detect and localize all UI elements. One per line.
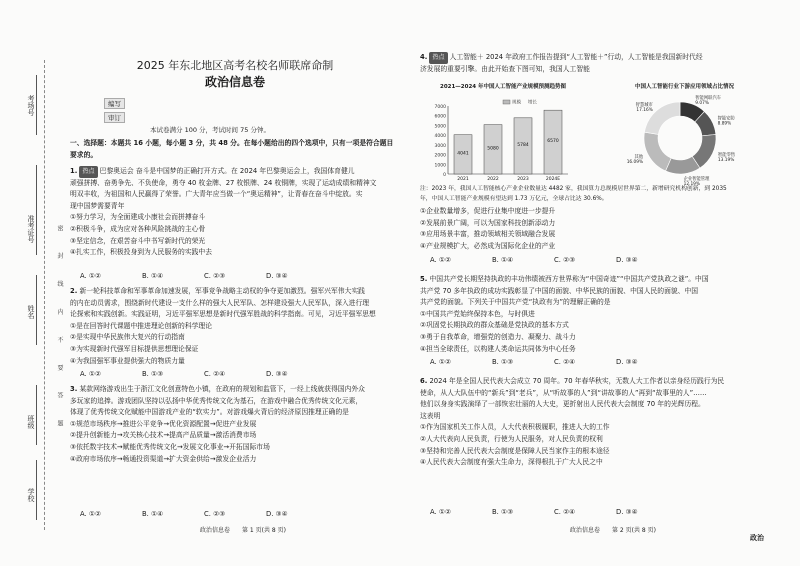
item-4: ④扎实工作，积极投身到为人民服务的实践中去 xyxy=(70,248,213,257)
option-b[interactable]: B. ①③ xyxy=(492,358,514,366)
stem-line: 明双丰收，为祖国和人民赢得了荣誉。广大青年应当做一个“奥运精神”，让青春在奋斗中绽放。实 xyxy=(70,190,363,199)
stem-line: 这表明 xyxy=(420,411,441,420)
edit-tag: 编写 xyxy=(104,98,125,109)
hot-tag: 热点 xyxy=(79,166,97,178)
item-2: ②提升创新能力→攻关核心技术→提高产品质量→激活消费市场 xyxy=(70,431,257,440)
pie-chart-title: 中国人工智能行业下游应用领域占比情况 xyxy=(635,84,735,90)
item-4: ④政府市场依序→畅通投资渠道→扩大资金供给→激发企业活力 xyxy=(70,454,257,463)
stem-line: 顽强拼搏、奋勇争先、不负使命，勇夺 40 枚金牌、27 枚银牌、24 枚铜牌，实现了运动成绩和精神文 xyxy=(70,178,377,187)
option-a[interactable]: A. ①② xyxy=(430,508,452,516)
stem-line: 2024 年是全国人民代表大会成立 70 周年。70 年春华秋实，无数人大工作者以亲身经历践行为民 xyxy=(429,377,725,385)
question-3 xyxy=(70,384,400,465)
q3-options xyxy=(80,510,328,518)
y-tick-label: 2000 xyxy=(434,153,446,159)
q2-options xyxy=(80,370,328,378)
item-3: ③勇于自我革命，增强党的创造力、凝聚力、战斗力 xyxy=(420,332,576,341)
option-a[interactable]: A. ①② xyxy=(430,358,452,366)
q6-options xyxy=(430,508,678,516)
slice-label: 智能安防 xyxy=(717,116,735,122)
subject-corner: 政治 xyxy=(750,534,764,542)
item-3: ③坚持和完善人民代表大会制度是保障人民当家作主的根本途径 xyxy=(420,446,610,455)
bar-chart xyxy=(420,90,580,182)
option-c[interactable]: C. ②④ xyxy=(554,508,576,516)
page-footer-right: 政治信息卷 第 2 页(共 8 页) xyxy=(570,527,656,534)
slice-value: 16.09% xyxy=(626,160,644,166)
option-d[interactable]: D. ③④ xyxy=(616,256,638,264)
slice-label: 其他 xyxy=(634,155,644,161)
exam-title: 2025 年东北地区高考名校名师联席命制 xyxy=(136,59,334,72)
seal-text: 密 封 线 内 不 要 答 题 xyxy=(56,225,63,437)
option-d[interactable]: D. ③④ xyxy=(266,510,288,518)
item-3: ③为实现新时代强军目标提供思想理论保证 xyxy=(70,344,199,353)
data-label: 4041 xyxy=(457,151,469,157)
y-tick-label: 3000 xyxy=(434,143,446,149)
item-1: ①努力学习，为全面建成小康社会而拼搏奋斗 xyxy=(70,213,206,222)
q4-note xyxy=(420,184,792,204)
slice-value: 8.89% xyxy=(717,121,732,127)
option-c[interactable]: C. ②④ xyxy=(554,358,576,366)
option-d[interactable]: D. ③④ xyxy=(616,358,638,366)
option-c[interactable]: C. ②③ xyxy=(204,510,226,518)
y-tick-label: 5000 xyxy=(434,124,446,130)
stem-line: 共产党 70 多年执政的成功实践彰显了中国的面貌、中华民族的面貌、中国人民的面貌、中国 xyxy=(420,286,699,295)
item-1: ①是在回答时代课题中推进理论创新的科学理论 xyxy=(70,321,213,330)
stem-line: 新一轮科技革命和军事革命加速发展，军事竞争战略主动权的争夺更加激烈。强军兴军伟大实践 xyxy=(79,287,365,295)
seal-line xyxy=(44,60,45,530)
question-number: 1. xyxy=(70,167,78,175)
question-4 xyxy=(420,52,792,75)
stem-line: 他们以身身实践演绎了一部恢宏壮丽的人大史，更折射出人民代表大会制度 70 年的光辉历程。 xyxy=(420,400,705,409)
stem-line: 某款网络游戏出生于浙江文化创意特色小镇，在政府的规划和监管下，一经上线就获得国内外众 xyxy=(79,385,365,393)
q4-items xyxy=(420,206,792,252)
item-1: ①规范市场秩序→推进公平竞争→优化资源配置→促进产业发展 xyxy=(70,419,257,428)
exam-note: 本试卷满分 100 分，考试时间 75 分钟。 xyxy=(150,126,270,134)
margin-label-name: 姓名 xyxy=(27,305,35,319)
item-2: ②是实现中华民族伟大复兴的行动指南 xyxy=(70,333,185,342)
question-number: 6. xyxy=(420,377,428,385)
option-b[interactable]: B. ①④ xyxy=(492,256,514,264)
exam-subtitle: 政治信息卷 xyxy=(204,75,265,89)
item-4: ④产业规模扩大，必然成为国际化企业的产业 xyxy=(420,241,556,250)
question-5 xyxy=(420,274,792,355)
fill-line xyxy=(36,385,37,445)
note-line: 注：2023 年，我国人工智能核心产业企业数量达 4482 家，我国算力总规模居世界第二，新增研究机构创新，到 2035 xyxy=(420,186,727,192)
stem-line: 的内在动员需求，围绕新时代建设一支什么样的强大人民军队、怎样建设强大人民军队，深入进行理 xyxy=(70,298,370,307)
stem-line: 济发展的重要引擎。由此开始查下图可知，我国人工智能 xyxy=(420,64,590,73)
x-tick-label: 2021 xyxy=(457,177,469,182)
note-line: 年，中国人工智能产业规模有望达到 1.73 万亿元，全球占比达 30.6%。 xyxy=(420,196,608,202)
option-c[interactable]: C. ②④ xyxy=(204,370,226,378)
legend-label: 规模 xyxy=(512,100,521,106)
q4-options xyxy=(430,256,678,264)
question-number: 5. xyxy=(420,275,428,283)
page-footer-left: 政治信息卷 第 1 页(共 8 页) xyxy=(200,527,286,534)
option-b[interactable]: B. ①④ xyxy=(142,272,164,280)
slice-label: 企业智能管理 xyxy=(683,176,710,182)
option-a[interactable]: A. ①② xyxy=(430,256,452,264)
fill-line xyxy=(36,165,37,255)
fill-line xyxy=(36,460,37,520)
item-4: ④担当全球责任，以构建人类命运共同体为中心任务 xyxy=(420,344,576,353)
slice-label: 智慧城市 xyxy=(635,102,653,108)
fill-line xyxy=(36,75,37,135)
item-2: ②发展前景广阔，可以为国家科技创新添动力 xyxy=(420,218,556,227)
slice-value: 9.07% xyxy=(695,100,709,106)
margin-label-room: 考场号 xyxy=(27,95,35,116)
option-c[interactable]: C. ②③ xyxy=(554,256,576,264)
question-number: 4. xyxy=(420,53,428,61)
question-1 xyxy=(70,166,400,259)
x-tick-label: 2024E xyxy=(545,177,561,182)
option-a[interactable]: A. ①② xyxy=(80,510,102,518)
y-tick-label: 6000 xyxy=(434,114,446,120)
data-label: 6570 xyxy=(547,139,559,145)
slice-label: 智能零售 xyxy=(717,153,736,159)
binding-margin xyxy=(0,0,62,566)
margin-label-class: 班级 xyxy=(27,415,35,429)
stem-line: 巴黎奥运会 奋斗是中国梦的正确打开方式。在 2024 年巴黎奥运会上，我国体育健儿 xyxy=(99,167,355,175)
y-tick-label: 7000 xyxy=(434,105,446,110)
option-d[interactable]: D. ③④ xyxy=(616,508,638,516)
item-4: ④人民代表大会制度有强大生命力，深得根扎于广大人民之中 xyxy=(420,458,603,467)
ring-slice xyxy=(644,132,671,171)
item-2: ②积极斗争，成为应对各种风险挑战的主心骨 xyxy=(70,224,206,233)
item-2: ②人大代表向人民负责，行使为人民服务，对人民负责的权利 xyxy=(420,434,603,443)
q1-options xyxy=(80,272,328,280)
q4-charts xyxy=(420,82,792,187)
stem-line: 论探索和实践创新。实践证明，习近平强军思想是新时代强军胜战的科学指南。可见，习近平强军思想 xyxy=(70,310,376,319)
bar-chart-title: 2021—2024 年中国人工智能产业规模预测趋势图 xyxy=(440,84,567,90)
item-3: ③依托数字技术→赋能优秀传统文化→发展文化事业→开拓国际市场 xyxy=(70,442,270,451)
option-a[interactable]: A. ①② xyxy=(80,272,102,280)
option-b[interactable]: B. ①③ xyxy=(492,508,514,516)
item-3: ③应用场景丰富，推动领域相关领域融合发展 xyxy=(420,230,556,239)
option-a[interactable]: A. ①② xyxy=(80,370,102,378)
slice-value: 12.19% xyxy=(683,181,701,187)
y-tick-label: 0 xyxy=(443,173,446,178)
review-tag: 审订 xyxy=(104,112,125,123)
question-2 xyxy=(70,286,400,367)
slice-value: 17.16% xyxy=(636,107,653,113)
item-1: ①企业数量增多，促进行业集中度进一步提升 xyxy=(420,207,556,215)
data-label: 5784 xyxy=(517,142,529,148)
stem-line: 共产党的面貌。下列关于中国共产党“执政有为”的理解正确的是 xyxy=(420,298,611,307)
stem-line: 多玩家的追捧。游戏团队坚持以弘扬中华优秀传统文化为基石，在游戏中融合优秀传统文化元素， xyxy=(70,396,363,405)
question-number: 3. xyxy=(70,385,78,393)
option-c[interactable]: C. ②③ xyxy=(204,272,226,280)
option-d[interactable]: D. ③④ xyxy=(266,370,288,378)
slice-value: 13.19% xyxy=(717,158,735,164)
item-4: ④为我国强军事业提供强大的物质力量 xyxy=(70,356,185,365)
data-label: 5080 xyxy=(487,146,499,152)
option-b[interactable]: B. ①③ xyxy=(142,370,164,378)
legend-label: 增长 xyxy=(528,100,537,106)
stem-line: 人工智能＋ 2024 年政府工作报告提到“人工智能＋”行动，人工智能是我国新时代经 xyxy=(449,53,703,61)
hot-tag: 热点 xyxy=(429,52,447,64)
item-1: ①作为国家机关工作人员，人大代表积极履职，推进人大的工作 xyxy=(420,423,610,432)
legend-swatch xyxy=(503,100,510,104)
ring-chart xyxy=(600,90,790,187)
slice-label: 智能网联汽车 xyxy=(695,95,722,101)
q5-options xyxy=(430,358,678,366)
question-6 xyxy=(420,376,792,469)
stem-line: 现中国梦需要青年 xyxy=(70,201,125,210)
stem-line: 使命，从人大队伍中的“新兵”到“老兵”，从“听故事的人”到“讲故事的人”再到“故事里的人”…… xyxy=(420,388,707,397)
x-tick-label: 2023 xyxy=(517,177,529,182)
section-title: 一、选择题：本题共 16 小题，每小题 3 分，共 48 分。在每小题给出的四个选项中，只有一项是符合题目要求的。 xyxy=(70,139,394,159)
x-tick-label: 2022 xyxy=(487,177,499,182)
margin-label-school: 学校 xyxy=(27,488,35,502)
item-2: ②巩固党长期执政的群众基础是党执政的基本方式 xyxy=(420,321,569,330)
margin-label-id: 准考证号 xyxy=(27,215,35,243)
item-1: ①中国共产党始终保持本色，与时俱进 xyxy=(420,309,535,318)
question-number: 2. xyxy=(70,287,78,295)
y-tick-label: 1000 xyxy=(434,163,446,169)
stem-line: 体现了优秀传统文化赋能中国游戏产业的“软实力”。对游戏爆火背后的经济原因推理正确的是 xyxy=(70,408,349,417)
y-tick-label: 4000 xyxy=(434,134,446,140)
fill-line xyxy=(36,275,37,345)
stem-line: 中国共产党长期坚持执政的丰功伟绩被西方世界称为“中国奇迹”“中国共产党执政之谜”。中国 xyxy=(429,275,709,283)
option-d[interactable]: D. ③④ xyxy=(266,272,288,280)
item-3: ③坚定信念，在艰苦奋斗中书写新时代的荣光 xyxy=(70,236,206,245)
option-b[interactable]: B. ①④ xyxy=(142,510,164,518)
